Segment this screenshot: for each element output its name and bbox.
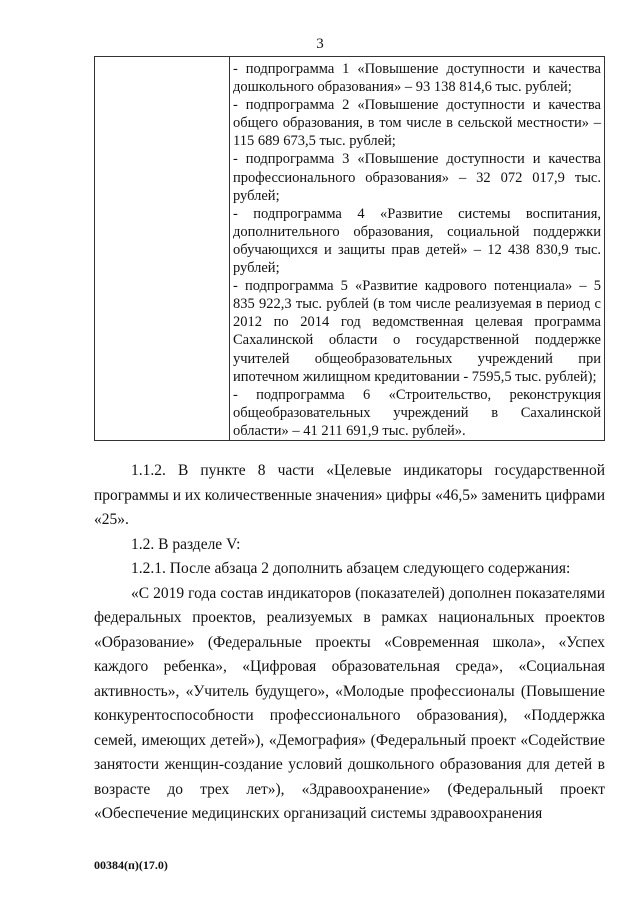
paragraph-quote: «С 2019 года состав индикаторов (показателей) дополнен показателями федеральных проектов, реализуемых в рамках национальных проектов «Образование» (Федеральные проекты «Современная школа», «Успех каждого ребенка», «Цифровая образовательная среда», «Социальная активность», «Учитель будущего», «Молодые профессионалы (Повышение конкурентоспособности профессионального образования), «Поддержка семей, имеющих детей»), «Демография» (Федеральный проект «Содействие занятости женщин-создание условий дошкольного образования для детей в возрасте до трех лет»), «Здравоохранение» (Федеральный проект «Обеспечение медицинских организаций системы здравоохранения [94,584,605,822]
subprogram-item-4: - подпрограмма 4 «Развитие системы воспитания, дополнительного образования, социальной поддержки обучающихся и защиты прав детей» – 12 438 830,9 тыс. рублей; [233,205,601,277]
subprogram-item-3: - подпрограмма 3 «Повышение доступности и качества профессионального образования» – 32 072 017,9 тыс. рублей; [233,151,601,204]
table-right-cell [230,57,605,441]
table-row [95,57,605,441]
subprogram-item-2: - подпрограмма 2 «Повышение доступности и качества общего образования, в том числе в сельской местности» – 115 689 673,5 тыс. рублей; [233,97,601,150]
table-left-cell [95,57,230,441]
funding-table [94,56,605,441]
paragraph-1-2-1: 1.2.1. После абзаца 2 дополнить абзацем следующего содержания: [131,560,571,577]
subprogram-item-5: - подпрограмма 5 «Развитие кадрового потенциала» – 5 835 922,3 тыс. рублей (в том числе реализуемая в период с 2012 по 2014 год ведомственная целевая программа Сахалинской области о государственной поддержке учителей общеобразовательных учреждений при ипотечном жилищном кредитовании - 7595,5 тыс. рублей); [233,278,601,385]
paragraph-1-2: 1.2. В разделе V: [131,535,241,553]
document-code: 00384(п)(17.0) [94,858,168,872]
subprogram-list [230,57,604,440]
document-body [94,459,605,827]
subprogram-item-6: - подпрограмма 6 «Строительство, реконструкция общеобразовательных учреждений в Сахалинской области» – 41 211 691,9 тыс. рублей». [233,386,601,439]
paragraph-1-1-2: 1.1.2. В пункте 8 части «Целевые индикаторы государственной программы и их количественные значения» цифры «46,5» заменить цифрами «25». [94,462,605,528]
page-number: 3 [316,36,324,52]
subprogram-item-1: - подпрограмма 1 «Повышение доступности и качества дошкольного образования» – 93 138 814,6 тыс. рублей; [233,61,601,96]
